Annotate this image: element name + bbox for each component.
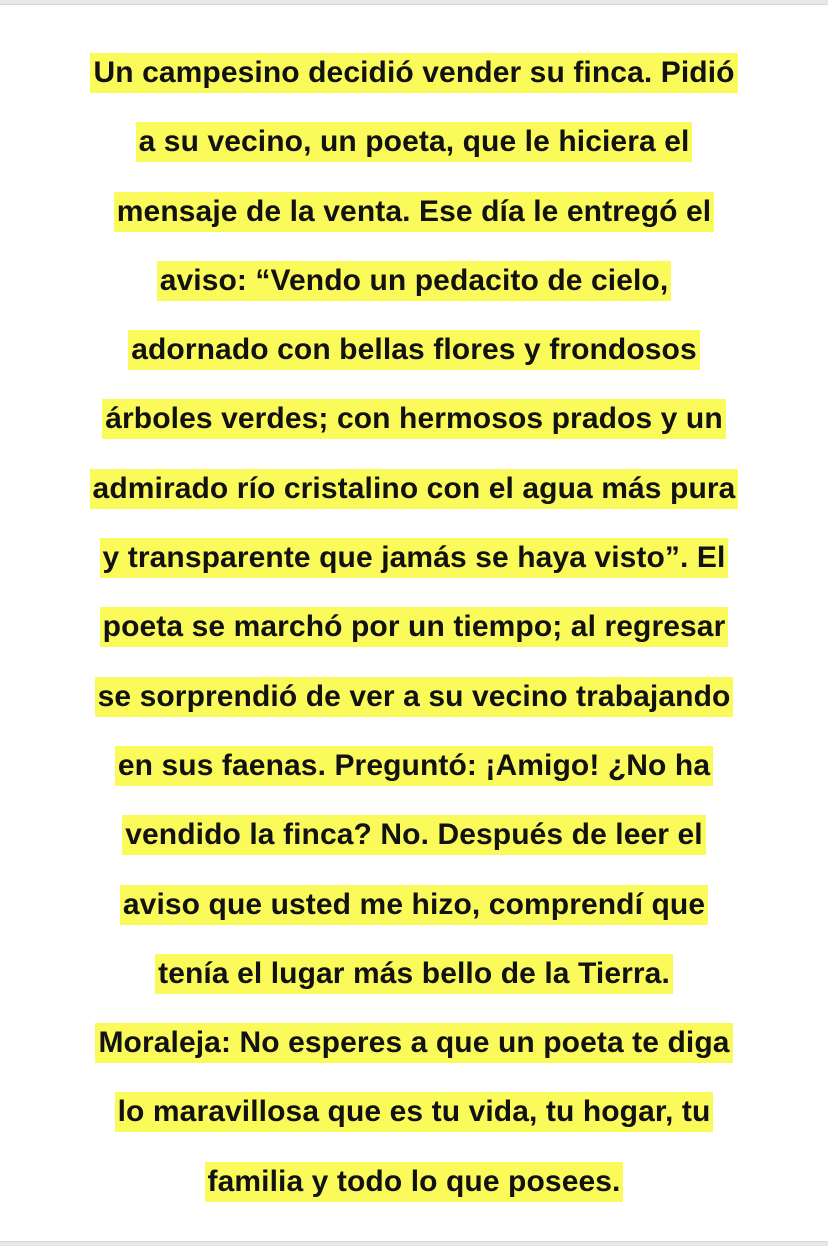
story-line	[0, 538, 828, 607]
story-line	[0, 122, 828, 191]
story-line	[0, 53, 828, 122]
highlighted-text: mensaje de la venta. Ese día le entregó el	[114, 192, 714, 232]
highlighted-text: aviso: “Vendo un pedacito de cielo,	[157, 261, 672, 301]
story-line	[0, 815, 828, 884]
highlighted-text: adornado con bellas flores y frondosos	[128, 330, 700, 370]
highlighted-text: Un campesino decidió vender su finca. Pidió	[90, 53, 737, 93]
story-text	[0, 53, 828, 1231]
highlighted-text: lo maravillosa que es tu vida, tu hogar, tu	[115, 1092, 714, 1132]
highlighted-text: Moraleja: No esperes a que un poeta te diga	[95, 1023, 732, 1063]
story-line	[0, 399, 828, 468]
moral-line	[0, 1162, 828, 1231]
highlighted-text: aviso que usted me hizo, comprendí que	[120, 885, 708, 925]
highlighted-text: admirado río cristalino con el agua más pura	[90, 469, 739, 509]
highlighted-text: se sorprendió de ver a su vecino trabajando	[95, 677, 734, 717]
story-line	[0, 261, 828, 330]
moral-line	[0, 1092, 828, 1161]
story-line	[0, 330, 828, 399]
story-line	[0, 885, 828, 954]
document-page	[0, 4, 828, 1242]
highlighted-text: árboles verdes; con hermosos prados y un	[102, 399, 726, 439]
story-line	[0, 954, 828, 1023]
story-line	[0, 677, 828, 746]
story-line	[0, 192, 828, 261]
highlighted-text: tenía el lugar más bello de la Tierra.	[155, 954, 673, 994]
highlighted-text: y transparente que jamás se haya visto”. El	[100, 538, 729, 578]
highlighted-text: familia y todo lo que posees.	[205, 1162, 624, 1202]
moral-line	[0, 1023, 828, 1092]
story-line	[0, 469, 828, 538]
highlighted-text: en sus faenas. Preguntó: ¡Amigo! ¿No ha	[115, 746, 713, 786]
story-line	[0, 746, 828, 815]
story-line	[0, 607, 828, 676]
highlighted-text: vendido la finca? No. Después de leer el	[122, 815, 706, 855]
highlighted-text: poeta se marchó por un tiempo; al regresar	[100, 607, 729, 647]
highlighted-text: a su vecino, un poeta, que le hiciera el	[136, 122, 693, 162]
